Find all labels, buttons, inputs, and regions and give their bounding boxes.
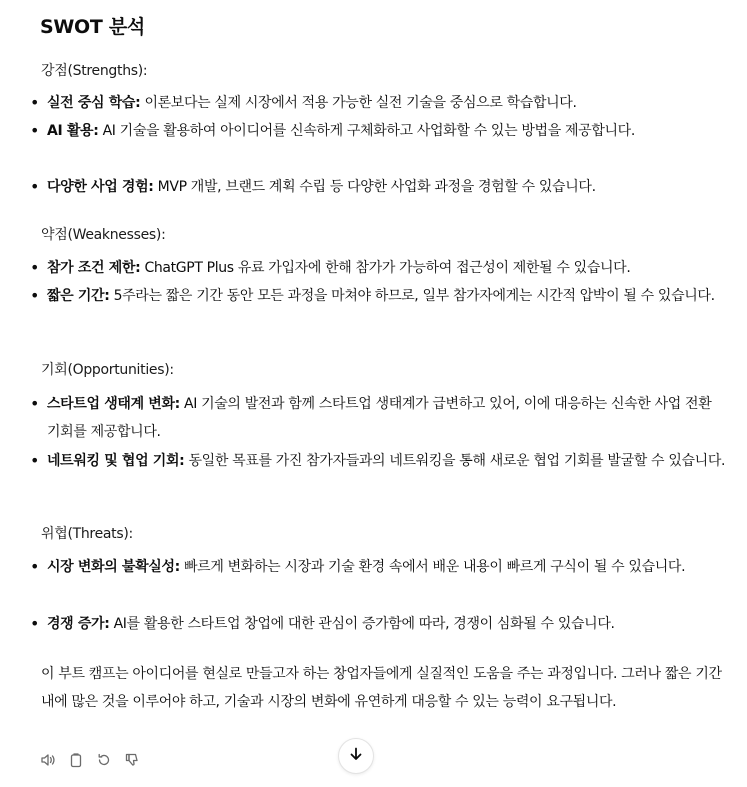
list-item [30,282,727,310]
speaker-icon[interactable] [40,752,56,768]
list-item [30,553,727,581]
arrow-down-icon [348,746,364,766]
list-item [30,254,727,282]
bullet: • [30,258,40,277]
item-label: 네트워킹 및 협업 기회: [47,453,185,469]
item-text: 5주라는 짧은 기간 동안 모든 과정을 마쳐야 하므로, 일부 참가자에게는 시간적 압박이 될 수 있습니다. [109,288,715,304]
item-label: 짧은 기간: [47,288,110,304]
list-item [30,89,727,117]
item-label: 경쟁 증가: [47,616,110,632]
item-text: 동일한 목표를 가진 참가자들과의 네트워킹을 통해 새로운 협업 기회를 발굴할 수 있습니다. [184,453,726,469]
item-label: 다양한 사업 경험: [47,179,154,195]
section-heading-strengths: 강점(Strengths): [41,63,148,79]
list-item [30,610,727,638]
item-label: 시장 변화의 불확실성: [47,559,180,575]
item-label: 참가 조건 제한: [47,260,141,276]
item-text: 이론보다는 실제 시장에서 적용 가능한 실전 기술을 중심으로 학습합니다. [140,95,577,111]
list-item [30,117,727,145]
list-item [30,390,727,446]
section-heading-opportunities: 기회(Opportunities): [41,362,174,378]
item-text: MVP 개발, 브랜드 계획 수립 등 다양한 사업화 과정을 경험할 수 있습니다. [153,179,596,195]
list-item [30,173,727,201]
bullet: • [30,394,40,413]
bullet: • [30,557,40,576]
item-label: AI 활용: [47,123,99,139]
item-text: ChatGPT Plus 유료 가입자에 한해 참가가 가능하여 접근성이 제한될 수 있습니다. [140,260,631,276]
bullet: • [30,286,40,305]
regenerate-icon[interactable] [96,752,112,768]
scroll-to-bottom-button[interactable] [338,738,374,774]
item-text: AI 기술의 발전과 함께 스타트업 생태계가 급변하고 있어, 이에 대응하는 신속한 사업 전환 기회를 제공합니다. [47,396,712,440]
bullet: • [30,93,40,112]
message-actions [40,750,140,770]
bullet: • [30,451,40,470]
thumbs-down-icon[interactable] [124,752,140,768]
bullet: • [30,614,40,633]
bullet: • [30,121,40,140]
section-heading-weaknesses: 약점(Weaknesses): [41,227,166,243]
item-label: 실전 중심 학습: [47,95,141,111]
item-text: AI를 활용한 스타트업 창업에 대한 관심이 증가함에 따라, 경쟁이 심화될 수 있습니다. [109,616,615,632]
item-label: 스타트업 생태계 변화: [47,396,180,412]
section-heading-threats: 위협(Threats): [41,526,133,542]
copy-icon[interactable] [68,752,84,768]
item-text: AI 기술을 활용하여 아이디어를 신속하게 구체화하고 사업화할 수 있는 방법을 제공합니다. [98,123,635,139]
summary-paragraph: 이 부트 캠프는 아이디어를 현실로 만들고자 하는 창업자들에게 실질적인 도움을 주는 과정입니다. 그러나 짧은 기간 내에 많은 것을 이루어야 하고, 기술과 시장의 변화에 유연하게 대응할 수 있는 능력이 요구됩니다. [41,666,722,710]
list-item [30,447,727,475]
item-text: 빠르게 변화하는 시장과 기술 환경 속에서 배운 내용이 빠르게 구식이 될 수 있습니다. [179,559,686,575]
page-title: SWOT 분석 [40,16,145,38]
bullet: • [30,177,40,196]
